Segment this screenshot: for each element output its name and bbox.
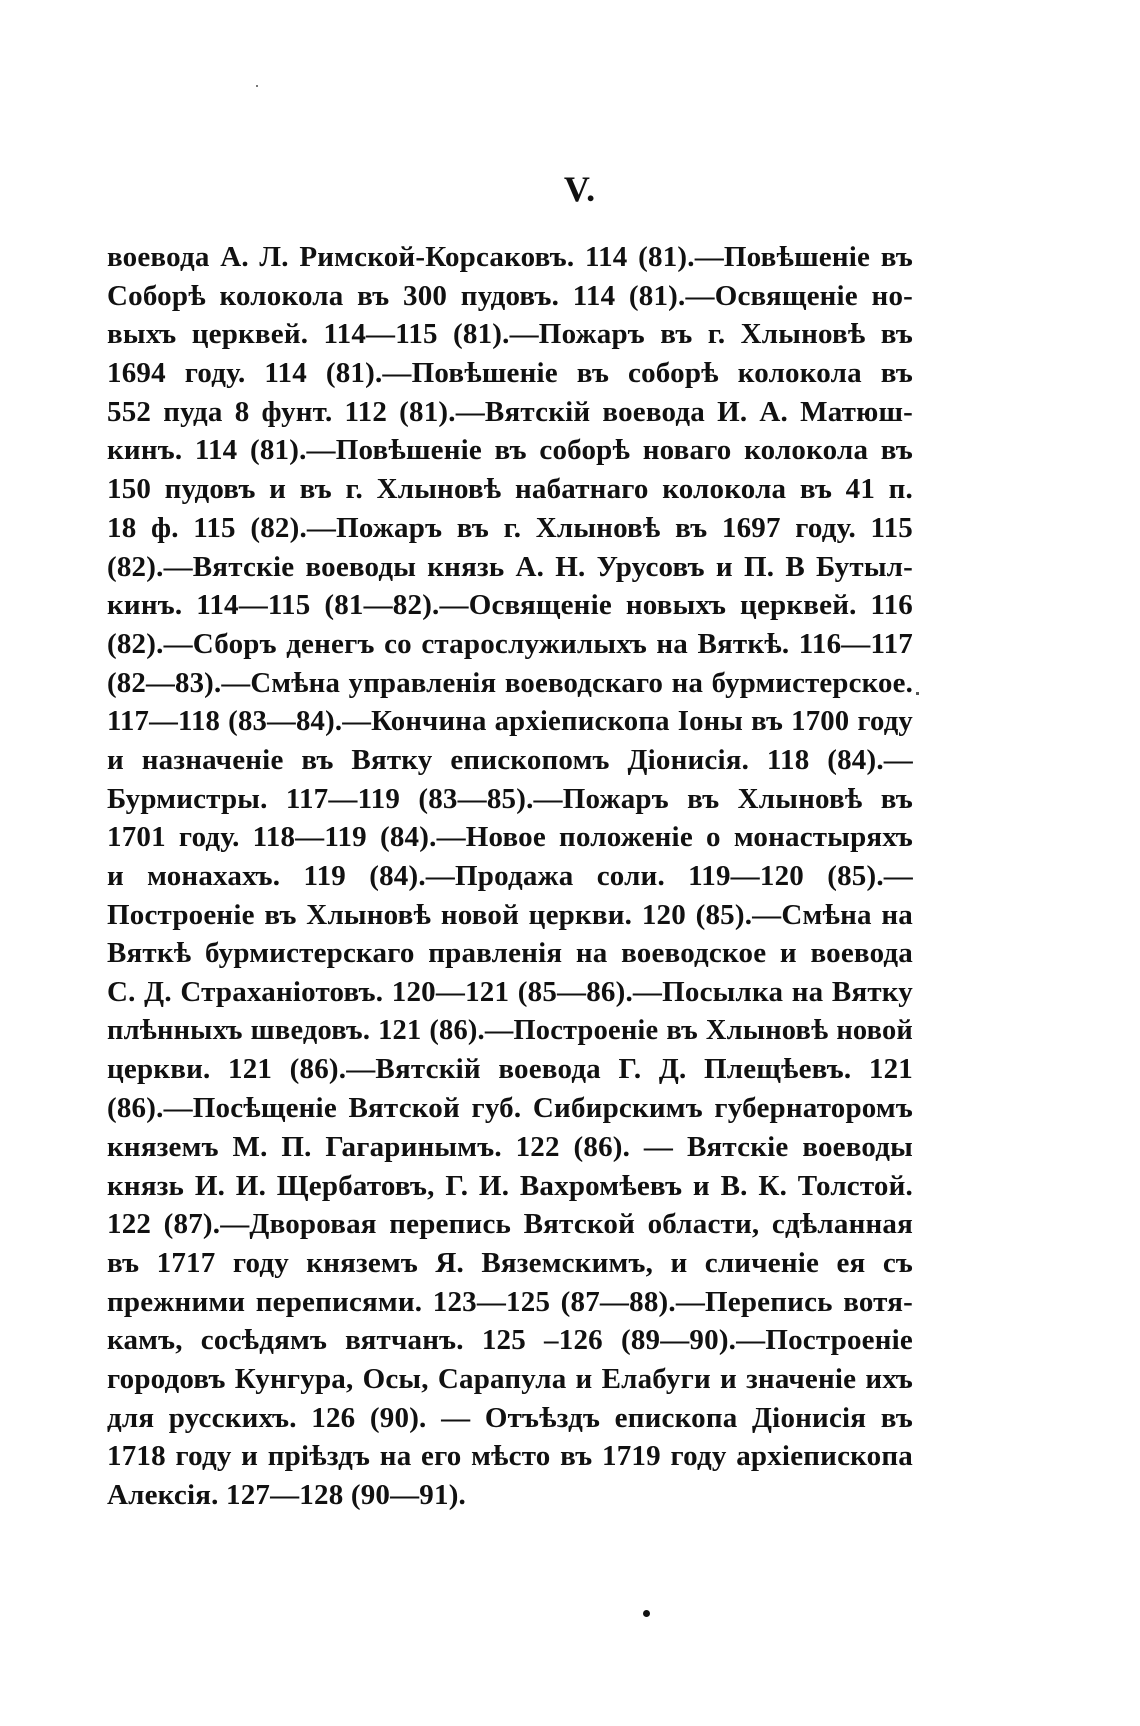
text-line: Вяткѣ бурмистерскаго правленія на воеводское и воевода bbox=[107, 937, 913, 970]
text-line: 150 пудовъ и въ г. Хлыновѣ набатнаго колокола въ 41 п. bbox=[107, 473, 913, 506]
text-line: (82—83).—Смѣна управленія воеводскаго на бурмистерское. bbox=[107, 666, 913, 699]
text-line: 1718 году и пріѣздъ на его мѣсто въ 1719 году архіепископа bbox=[107, 1440, 913, 1473]
text-line: плѣнныхъ шведовъ. 121 (86).—Построеніе въ Хлыновѣ новой bbox=[107, 1014, 913, 1046]
page-number: V. bbox=[563, 169, 597, 209]
text-line: и назначеніе въ Вятку епископомъ Діонисія. 118 (84).— bbox=[107, 743, 913, 776]
text-line: (86).—Посѣщеніе Вятской губ. Сибирскимъ губернаторомъ bbox=[107, 1092, 913, 1125]
text-line: кинъ. 114—115 (81—82).—Освященіе новыхъ церквей. 116 bbox=[107, 589, 913, 622]
text-line: княземъ М. П. Гагаринымъ. 122 (86). — Вятскіе воеводы bbox=[107, 1130, 913, 1163]
text-line: воевода А. Л. Римской-Корсаковъ. 114 (81).—Повѣшеніе въ bbox=[107, 241, 913, 273]
text-line: 18 ф. 115 (82).—Пожаръ въ г. Хлыновѣ въ 1697 году. 115 bbox=[107, 511, 913, 544]
text-line: кинъ. 114 (81).—Повѣшеніе въ соборѣ новаго колокола въ bbox=[107, 434, 913, 467]
text-line: 1694 году. 114 (81).—Повѣшеніе въ соборѣ колокола въ bbox=[107, 357, 913, 390]
text-line: князь И. И. Щербатовъ, Г. И. Вахромѣевъ и В. К. Толстой. bbox=[107, 1169, 913, 1202]
text-line: городовъ Кунгура, Осы, Сарапула и Елабуги и значеніе ихъ bbox=[107, 1362, 913, 1395]
text-line: С. Д. Страханіотовъ. 120—121 (85—86).—Посылка на Вятку bbox=[107, 976, 913, 1009]
text-line: въ 1717 году княземъ Я. Вяземскимъ, и сличеніе ея съ bbox=[107, 1246, 913, 1279]
text-line: 552 пуда 8 фунт. 112 (81).—Вятскій воевода И. А. Матюш- bbox=[107, 395, 913, 428]
text-line: 1701 году. 118—119 (84).—Новое положеніе о монастыряхъ bbox=[107, 821, 913, 854]
text-line: церкви. 121 (86).—Вятскій воевода Г. Д. Плещѣевъ. 121 bbox=[107, 1053, 913, 1086]
text-line: Соборѣ колокола въ 300 пудовъ. 114 (81).—Освященіе но- bbox=[107, 279, 913, 312]
index-text-block bbox=[107, 238, 913, 1515]
text-line: 117—118 (83—84).—Кончина архіепископа Іоны въ 1700 году bbox=[107, 705, 913, 738]
text-line: (82).—Сборъ денегъ со старослужилыхъ на Вяткѣ. 116—117 bbox=[107, 627, 913, 660]
text-line: Бурмистры. 117—119 (83—85).—Пожаръ въ Хлыновѣ въ bbox=[107, 782, 913, 815]
text-line: для русскихъ. 126 (90). — Отъѣздъ епископа Діонисія въ bbox=[107, 1401, 913, 1434]
print-dot-mark bbox=[643, 1610, 650, 1617]
text-line: прежними переписями. 123—125 (87—88).—Перепись вотя- bbox=[107, 1285, 913, 1318]
text-line: (82).—Вятскіе воеводы князь А. Н. Урусовъ и П. В Бутыл- bbox=[107, 550, 913, 583]
text-line: Алексія. 127—128 (90—91). bbox=[107, 1479, 467, 1511]
print-speck bbox=[916, 692, 919, 695]
print-speck bbox=[256, 85, 258, 87]
text-line: Построеніе въ Хлыновѣ новой церкви. 120 (85).—Смѣна на bbox=[107, 898, 913, 931]
text-line: и монахахъ. 119 (84).—Продажа соли. 119—120 (85).— bbox=[107, 860, 913, 892]
text-line: выхъ церквей. 114—115 (81).—Пожаръ въ г. Хлыновѣ въ bbox=[107, 318, 913, 351]
text-line: камъ, сосѣдямъ вятчанъ. 125 –126 (89—90).—Построеніе bbox=[107, 1324, 913, 1357]
text-line: 122 (87).—Дворовая перепись Вятской области, сдѣланная bbox=[107, 1208, 913, 1241]
